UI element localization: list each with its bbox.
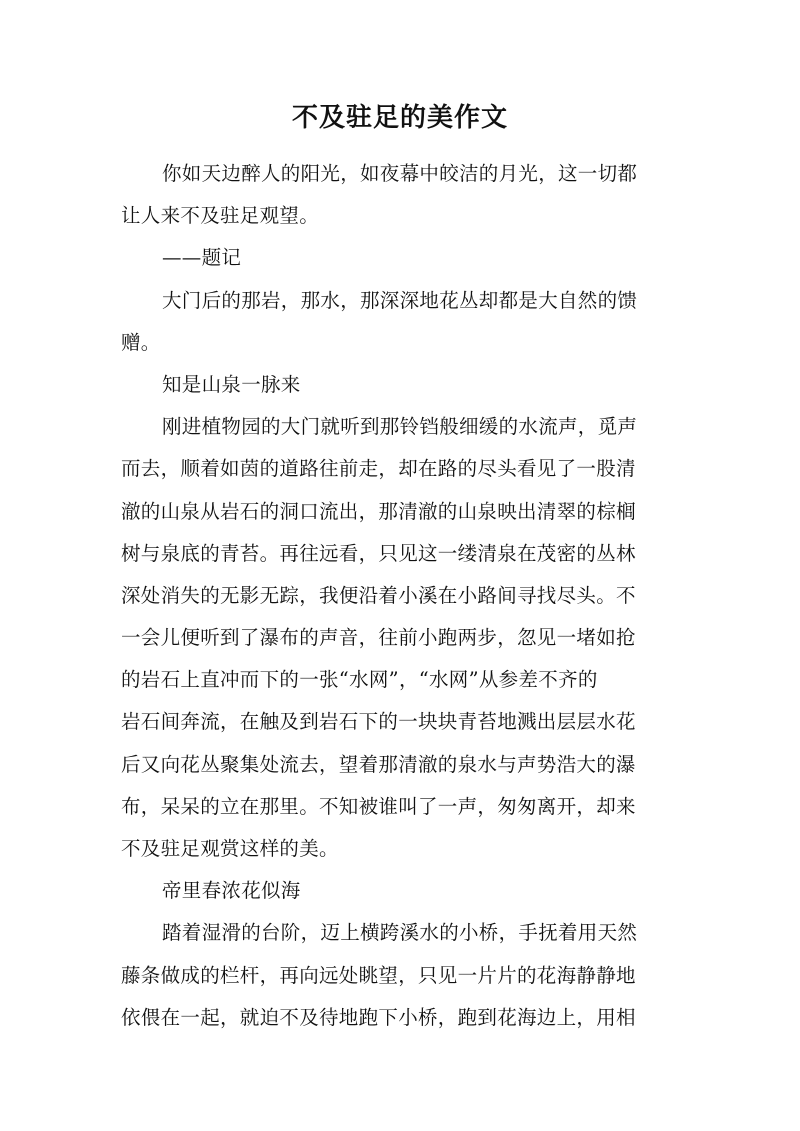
text-line: 大门后的那岩，那水，那深深地花丛却都是大自然的馈 xyxy=(162,288,638,312)
text-line: 澈的山泉从岩石的洞口流出，那清澈的山泉映出清翠的棕榈 xyxy=(121,499,636,523)
text-line: 赠。 xyxy=(121,330,161,354)
text-line: 你如天边醉人的阳光，如夜幕中皎洁的月光，这一切都 xyxy=(162,162,638,185)
text-line: 而去，顺着如茵的道路往前走，却在路的尽头看见了一股清 xyxy=(121,457,636,481)
document-title: 不及驻足的美作文 xyxy=(291,103,508,133)
text-line: 后又向花丛聚集处流去，望着那清澈的泉水与声势浩大的瀑 xyxy=(121,752,636,776)
text-line: 藤条做成的栏杆，再向远处眺望，只见一片片的花海静静地 xyxy=(121,963,636,987)
document-body xyxy=(121,153,685,1039)
text-line: 岩石间奔流，在触及到岩石下的一块块青苔地溅出层层水花 xyxy=(121,710,636,734)
text-line: 知是山泉一脉来 xyxy=(162,372,301,396)
text-line: ——题记 xyxy=(162,246,242,270)
text-line: 刚进植物园的大门就听到那铃铛般细缓的水流声，觅声 xyxy=(162,415,638,439)
text-line: 布，呆呆的立在那里。不知被谁叫了一声，匆匆离开，却来 xyxy=(121,794,636,818)
text-line: 帝里春浓花似海 xyxy=(162,879,301,903)
text-line: 深处消失的无影无踪，我便沿着小溪在小路间寻找尽头。不 xyxy=(121,583,636,607)
text-line: 踏着湿滑的台阶，迈上横跨溪水的小桥，手抚着用天然 xyxy=(162,921,638,945)
text-line: 的岩石上直冲而下的一张“水网”，“水网”从参差不齐的 xyxy=(121,668,598,692)
text-line: 让人来不及驻足观望。 xyxy=(121,204,320,228)
text-line: 不及驻足观赏这样的美。 xyxy=(121,837,339,860)
text-line: 树与泉底的青苔。再往远看，只见这一缕清泉在茂密的丛林 xyxy=(121,541,636,565)
text-line: 依偎在一起，就迫不及待地跑下小桥，跑到花海边上，用相 xyxy=(121,1005,636,1029)
text-line: 一会儿便听到了瀑布的声音，往前小跑两步，忽见一堵如抢 xyxy=(121,626,636,650)
